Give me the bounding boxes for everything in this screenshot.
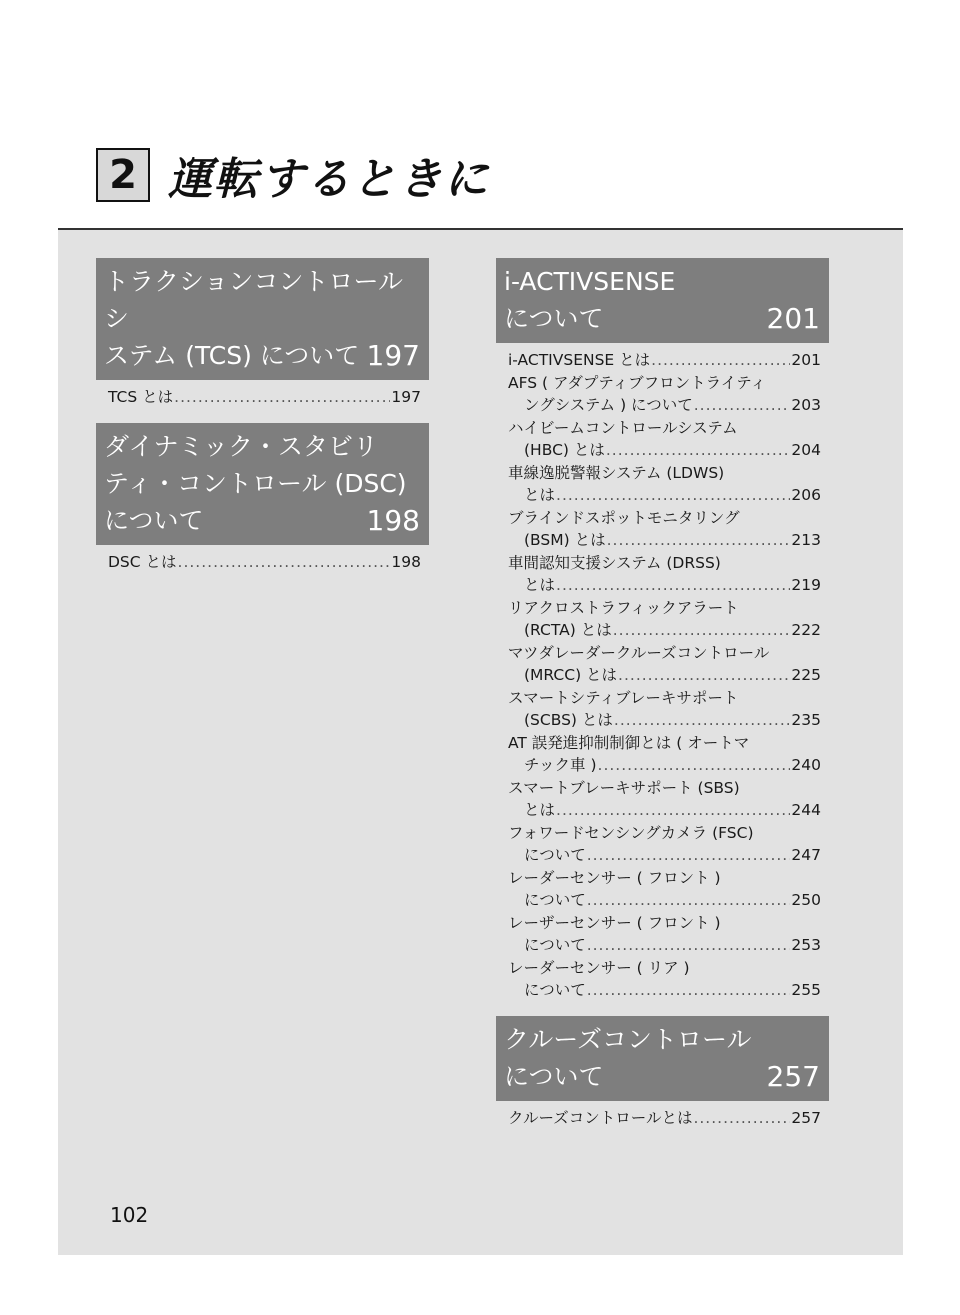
entry-title: レーダーセンサー ( フロント ) — [508, 868, 721, 887]
entry-page-number: 253 — [791, 936, 821, 954]
entry-title-continued: について — [524, 981, 586, 999]
dot-leader — [556, 574, 790, 597]
entry-page-number: 257 — [791, 1108, 821, 1127]
entry-title-continued: とは — [524, 801, 556, 819]
entry-page-number: 201 — [791, 351, 821, 369]
entry-line — [108, 386, 421, 409]
dot-leader — [587, 979, 791, 1002]
toc-entry[interactable] — [508, 867, 821, 912]
toc-entry[interactable] — [508, 822, 821, 867]
entry-line — [508, 574, 821, 597]
entry-page-number: 198 — [391, 552, 421, 571]
entry-title: AFS ( アダプティブフロントライティ — [508, 373, 766, 392]
entry-line — [508, 912, 821, 935]
section-page-number: 257 — [766, 1059, 820, 1093]
toc-entry[interactable] — [508, 777, 821, 822]
chapter-header — [96, 143, 490, 207]
toc-entry[interactable] — [508, 462, 821, 507]
entry-title-continued: とは — [524, 576, 556, 594]
entry-page-number: 225 — [791, 666, 821, 684]
entry-line — [508, 709, 821, 732]
chapter-number: 2 — [96, 148, 150, 202]
toc-entry[interactable] — [508, 349, 821, 372]
section-heading-line: ステム (TCS) について — [104, 341, 360, 370]
entry-line — [508, 619, 821, 642]
section-heading-line: について — [504, 304, 604, 333]
entry-title-continued: について — [524, 936, 586, 954]
toc-entry[interactable] — [108, 386, 421, 409]
entry-line — [508, 867, 821, 890]
entry-line — [508, 754, 821, 777]
entry-line — [508, 372, 821, 395]
dot-leader — [651, 349, 790, 372]
entry-title: レーダーセンサー ( リア ) — [508, 958, 690, 977]
entry-line — [508, 507, 821, 530]
entry-title: 車間認知支援システム (DRSS) — [508, 553, 721, 572]
entry-title-continued: (HBC) とは — [524, 441, 605, 459]
entry-line — [508, 687, 821, 710]
entry-title-continued: (BSM) とは — [524, 531, 606, 549]
entry-title-continued: (RCTA) とは — [524, 621, 612, 639]
entry-title: リアクロストラフィックアラート — [508, 598, 739, 617]
toc-entry[interactable] — [508, 372, 821, 417]
entry-page-number: 206 — [791, 486, 821, 504]
entry-line — [508, 552, 821, 575]
entry-title-continued: チック車 ) — [524, 756, 597, 774]
entry-page-number: 204 — [791, 441, 821, 459]
dot-leader — [606, 439, 791, 462]
entry-title: フォワードセンシングカメラ (FSC) — [508, 823, 754, 842]
entry-page-number: 219 — [791, 576, 821, 594]
entry-title: DSC とは — [108, 552, 177, 571]
entry-line — [508, 844, 821, 867]
dot-leader — [587, 844, 791, 867]
entry-title-continued: について — [524, 891, 586, 909]
entry-line — [108, 551, 421, 574]
toc-entry[interactable] — [508, 1107, 821, 1130]
entry-line — [508, 349, 821, 372]
entry-title: ブラインドスポットモニタリング — [508, 508, 740, 527]
entry-title-continued: ングシステム ) について — [524, 396, 693, 414]
dot-leader — [618, 664, 790, 687]
entry-title: AT 誤発進抑制制御とは ( オートマ — [508, 733, 750, 752]
section-heading-line: について — [504, 1061, 604, 1091]
entry-line — [508, 822, 821, 845]
entry-page-number: 197 — [391, 388, 421, 406]
dot-leader — [556, 799, 790, 822]
entry-line — [508, 889, 821, 912]
dot-leader — [607, 529, 791, 552]
dot-leader — [598, 754, 791, 777]
section-heading-line: ティ・コントロール (DSC) — [104, 468, 407, 498]
section-heading-line: トラクションコントロールシ — [104, 267, 404, 333]
section-gap — [496, 1002, 829, 1016]
toc-entry[interactable] — [508, 642, 821, 687]
dot-leader — [174, 386, 390, 409]
dot-leader — [587, 934, 791, 957]
toc-entry[interactable] — [508, 732, 821, 777]
section-heading-line: ダイナミック・スタビリ — [104, 431, 379, 461]
entry-title-continued: (MRCC) とは — [524, 666, 618, 684]
section-page-number: 197 — [366, 339, 420, 372]
toc-entry[interactable] — [508, 417, 821, 462]
entry-line — [508, 1107, 821, 1130]
page-number: 102 — [110, 1203, 149, 1227]
dot-leader — [587, 889, 791, 912]
entry-page-number: 235 — [791, 711, 821, 729]
entry-list — [496, 1101, 829, 1130]
entry-title: スマートシティブレーキサポート — [508, 688, 739, 707]
right-column — [496, 258, 829, 1129]
toc-entry[interactable] — [508, 687, 821, 732]
section-gap — [96, 409, 429, 423]
dot-leader — [614, 709, 791, 732]
entry-line — [508, 777, 821, 800]
entry-line — [508, 799, 821, 822]
chapter-title: 運転するときに — [168, 154, 490, 205]
section-heading[interactable] — [96, 423, 429, 545]
entry-title: i-ACTIVSENSE とは — [508, 351, 651, 369]
section-page-number: 201 — [766, 302, 820, 335]
dot-leader — [556, 484, 790, 507]
entry-title: クルーズコントロールとは — [508, 1108, 693, 1127]
entry-line — [508, 439, 821, 462]
section-heading-line: について — [104, 505, 204, 535]
toc-entry[interactable] — [508, 957, 821, 1002]
entry-line — [508, 957, 821, 980]
entry-title: スマートブレーキサポート (SBS) — [508, 778, 740, 797]
entry-line — [508, 597, 821, 620]
entry-page-number: 222 — [791, 621, 821, 639]
entry-line — [508, 664, 821, 687]
dot-leader — [178, 551, 391, 574]
entry-title: ハイビームコントロールシステム — [508, 418, 738, 437]
entry-title: マツダレーダークルーズコントロール — [508, 643, 770, 662]
entry-list — [96, 545, 429, 574]
entry-page-number: 247 — [791, 846, 821, 864]
dot-leader — [693, 1107, 790, 1130]
dot-leader — [613, 619, 791, 642]
left-column — [96, 258, 429, 573]
entry-line — [508, 462, 821, 485]
entry-list — [96, 380, 429, 409]
entry-page-number: 250 — [791, 891, 821, 909]
entry-line — [508, 417, 821, 440]
entry-title: レーザーセンサー ( フロント ) — [508, 913, 721, 932]
entry-title-continued: (SCBS) とは — [524, 711, 613, 729]
entry-title: TCS とは — [108, 388, 174, 406]
entry-title-continued: とは — [524, 486, 556, 504]
entry-page-number: 203 — [791, 396, 821, 414]
section-heading[interactable] — [496, 1016, 829, 1101]
entry-title-continued: について — [524, 846, 586, 864]
entry-page-number: 255 — [791, 981, 821, 999]
section-heading-line: i-ACTIVSENSE — [504, 267, 676, 296]
entry-line — [508, 484, 821, 507]
entry-line — [508, 642, 821, 665]
entry-line — [508, 979, 821, 1002]
toc-entry[interactable] — [508, 552, 821, 597]
entry-line — [508, 394, 821, 417]
entry-line — [508, 732, 821, 755]
entry-title: 車線逸脱警報システム (LDWS) — [508, 463, 725, 482]
dot-leader — [694, 394, 791, 417]
entry-page-number: 240 — [791, 756, 821, 774]
entry-list — [496, 343, 829, 1002]
section-heading[interactable] — [496, 258, 829, 343]
toc-entry[interactable] — [508, 597, 821, 642]
toc-entry[interactable] — [508, 912, 821, 957]
toc-entry[interactable] — [108, 551, 421, 574]
section-page-number: 198 — [366, 503, 420, 537]
section-heading-line: クルーズコントロール — [504, 1024, 752, 1054]
entry-page-number: 244 — [791, 801, 821, 819]
entry-line — [508, 529, 821, 552]
toc-entry[interactable] — [508, 507, 821, 552]
entry-line — [508, 934, 821, 957]
entry-page-number: 213 — [791, 531, 821, 549]
section-heading[interactable] — [96, 258, 429, 380]
